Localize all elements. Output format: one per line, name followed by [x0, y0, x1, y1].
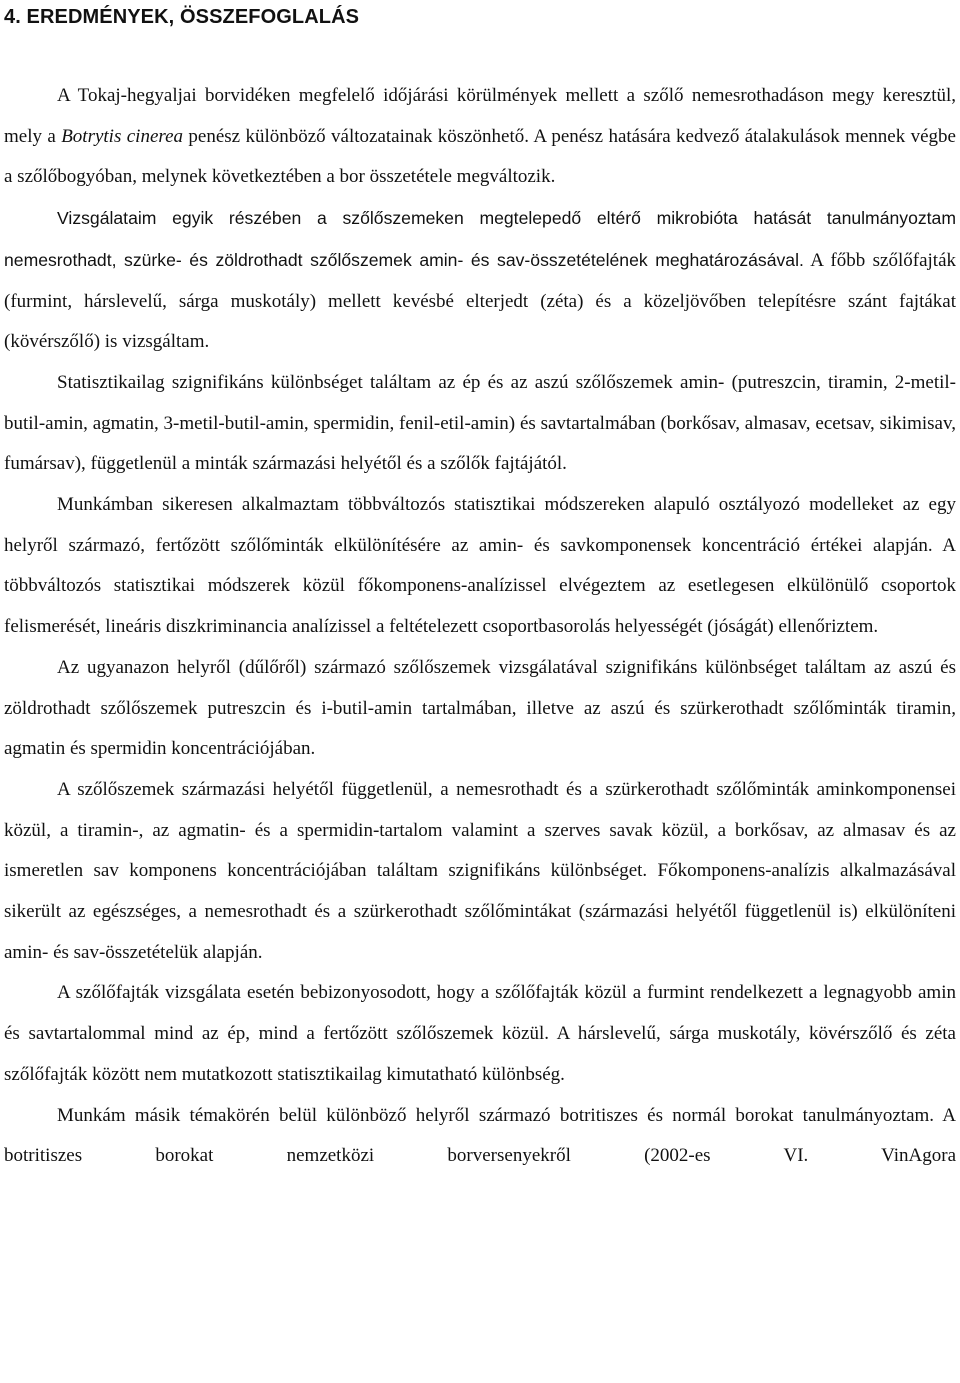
- paragraph-6: A szőlőszemek származási helyétől függetlenül, a nemesrothadt és a szürkerothadt szőlőminták aminkomponensei közül, a tiramin-, az agmatin- és a spermidin-tartalom valamint a szerves savak közül, a borkősav, az almasav és az ismeretlen sav komponens koncentrációjában találtam szignifikáns különbséget. Főkomponens-analízis alkalmazásával sikerült az egészséges, a nemesrothadt és a szürkerothadt szőlőmintákat (származási helyétől függetlenül is) elkülöníteni amin- és sav-összetételük alapján.: [4, 778, 956, 963]
- species-name: Botrytis cinerea: [61, 125, 183, 147]
- paragraph-8: Munkám másik témakörén belül különböző helyről származó botritiszes és normál borokat tanulmányoztam. A botritiszes borokat nemzetközi borversenyekről (2002-es VI. VinAgora: [4, 1104, 956, 1167]
- paragraph-1-text-before: A Tokaj-hegyaljai borvidéken megfelelő időjárási körülmények mellett a szőlő nemesrothadáson megy keresztül, mely a: [4, 85, 956, 147]
- document-body: [4, 76, 956, 1177]
- paragraph-2-sans-part: Vizsgálataim egyik részében a szőlőszemeken megtelepedő eltérő mikrobióta hatását tanulmányoztam nemesrothadt, szürke- és zöldrothadt szőlőszemek amin- és sav-összetételének meghatározásával.: [4, 208, 956, 270]
- paragraph-5: Az ugyanazon helyről (dűlőről) származó szőlőszemek vizsgálatával szignifikáns különbséget találtam az aszú és zöldrothadt szőlőszemek putreszcin és i-butil-amin tartalmában, illetve az aszú és szürkerothadt szőlőminták tiramin, agmatin és spermidin koncentrációjában.: [4, 656, 956, 760]
- paragraph-2: [4, 198, 956, 363]
- paragraph-2-serif-part: A főbb szőlőfajták (furmint, hárslevelű, sárga muskotály) mellett kevésbé elterjedt (zéta) és a közeljövőben telepítésre szánt fajtákat (kövérszőlő) is vizsgáltam.: [4, 249, 957, 353]
- chapter-heading: 4. EREDMÉNYEK, ÖSSZEFOGLALÁS: [4, 6, 360, 28]
- paragraph-1-text-after: penész különböző változatainak köszönhető. A penész hatására kedvező átalakulások mennek végbe a szőlőbogyóban, melynek következtében a bor összetétele megváltozik.: [4, 125, 956, 188]
- paragraph-4: Munkámban sikeresen alkalmaztam többváltozós statisztikai módszereken alapuló osztályozó modelleket az egy helyről származó, fertőzött szőlőminták elkülönítésére az amin- és savkomponensek koncentráció értékei alapján. A többváltozós statisztikai módszerek közül főkomponens-analízissel elvégeztem az esetlegesen elkülönülő csoportok felismerését, lineáris diszkriminancia analízissel a feltételezett csoportbasorolás helyességét (jóságát) ellenőriztem.: [4, 494, 956, 638]
- paragraph-1: [4, 76, 956, 198]
- paragraph-3: Statisztikailag szignifikáns különbséget találtam az ép és az aszú szőlőszemek amin- (putreszcin, tiramin, 2-metil-butil-amin, agmatin, 3-metil-butil-amin, spermidin, fenil-etil-amin) és savtartalmában (borkősav, almasav, ecetsav, sikimisav, fumársav), függetlenül a minták származási helyétől és a szőlők fajtájától.: [4, 371, 956, 475]
- paragraph-7: A szőlőfajták vizsgálata esetén bebizonyosodott, hogy a szőlőfajták közül a furmint rendelkezett a legnagyobb amin és savtartalommal mind az ép, mind a fertőzött szőlőszemek közül. A hárslevelű, sárga muskotály, kövérszőlő és zéta szőlőfajták között nem mutatkozott statisztikailag kimutatható különbség.: [4, 982, 956, 1085]
